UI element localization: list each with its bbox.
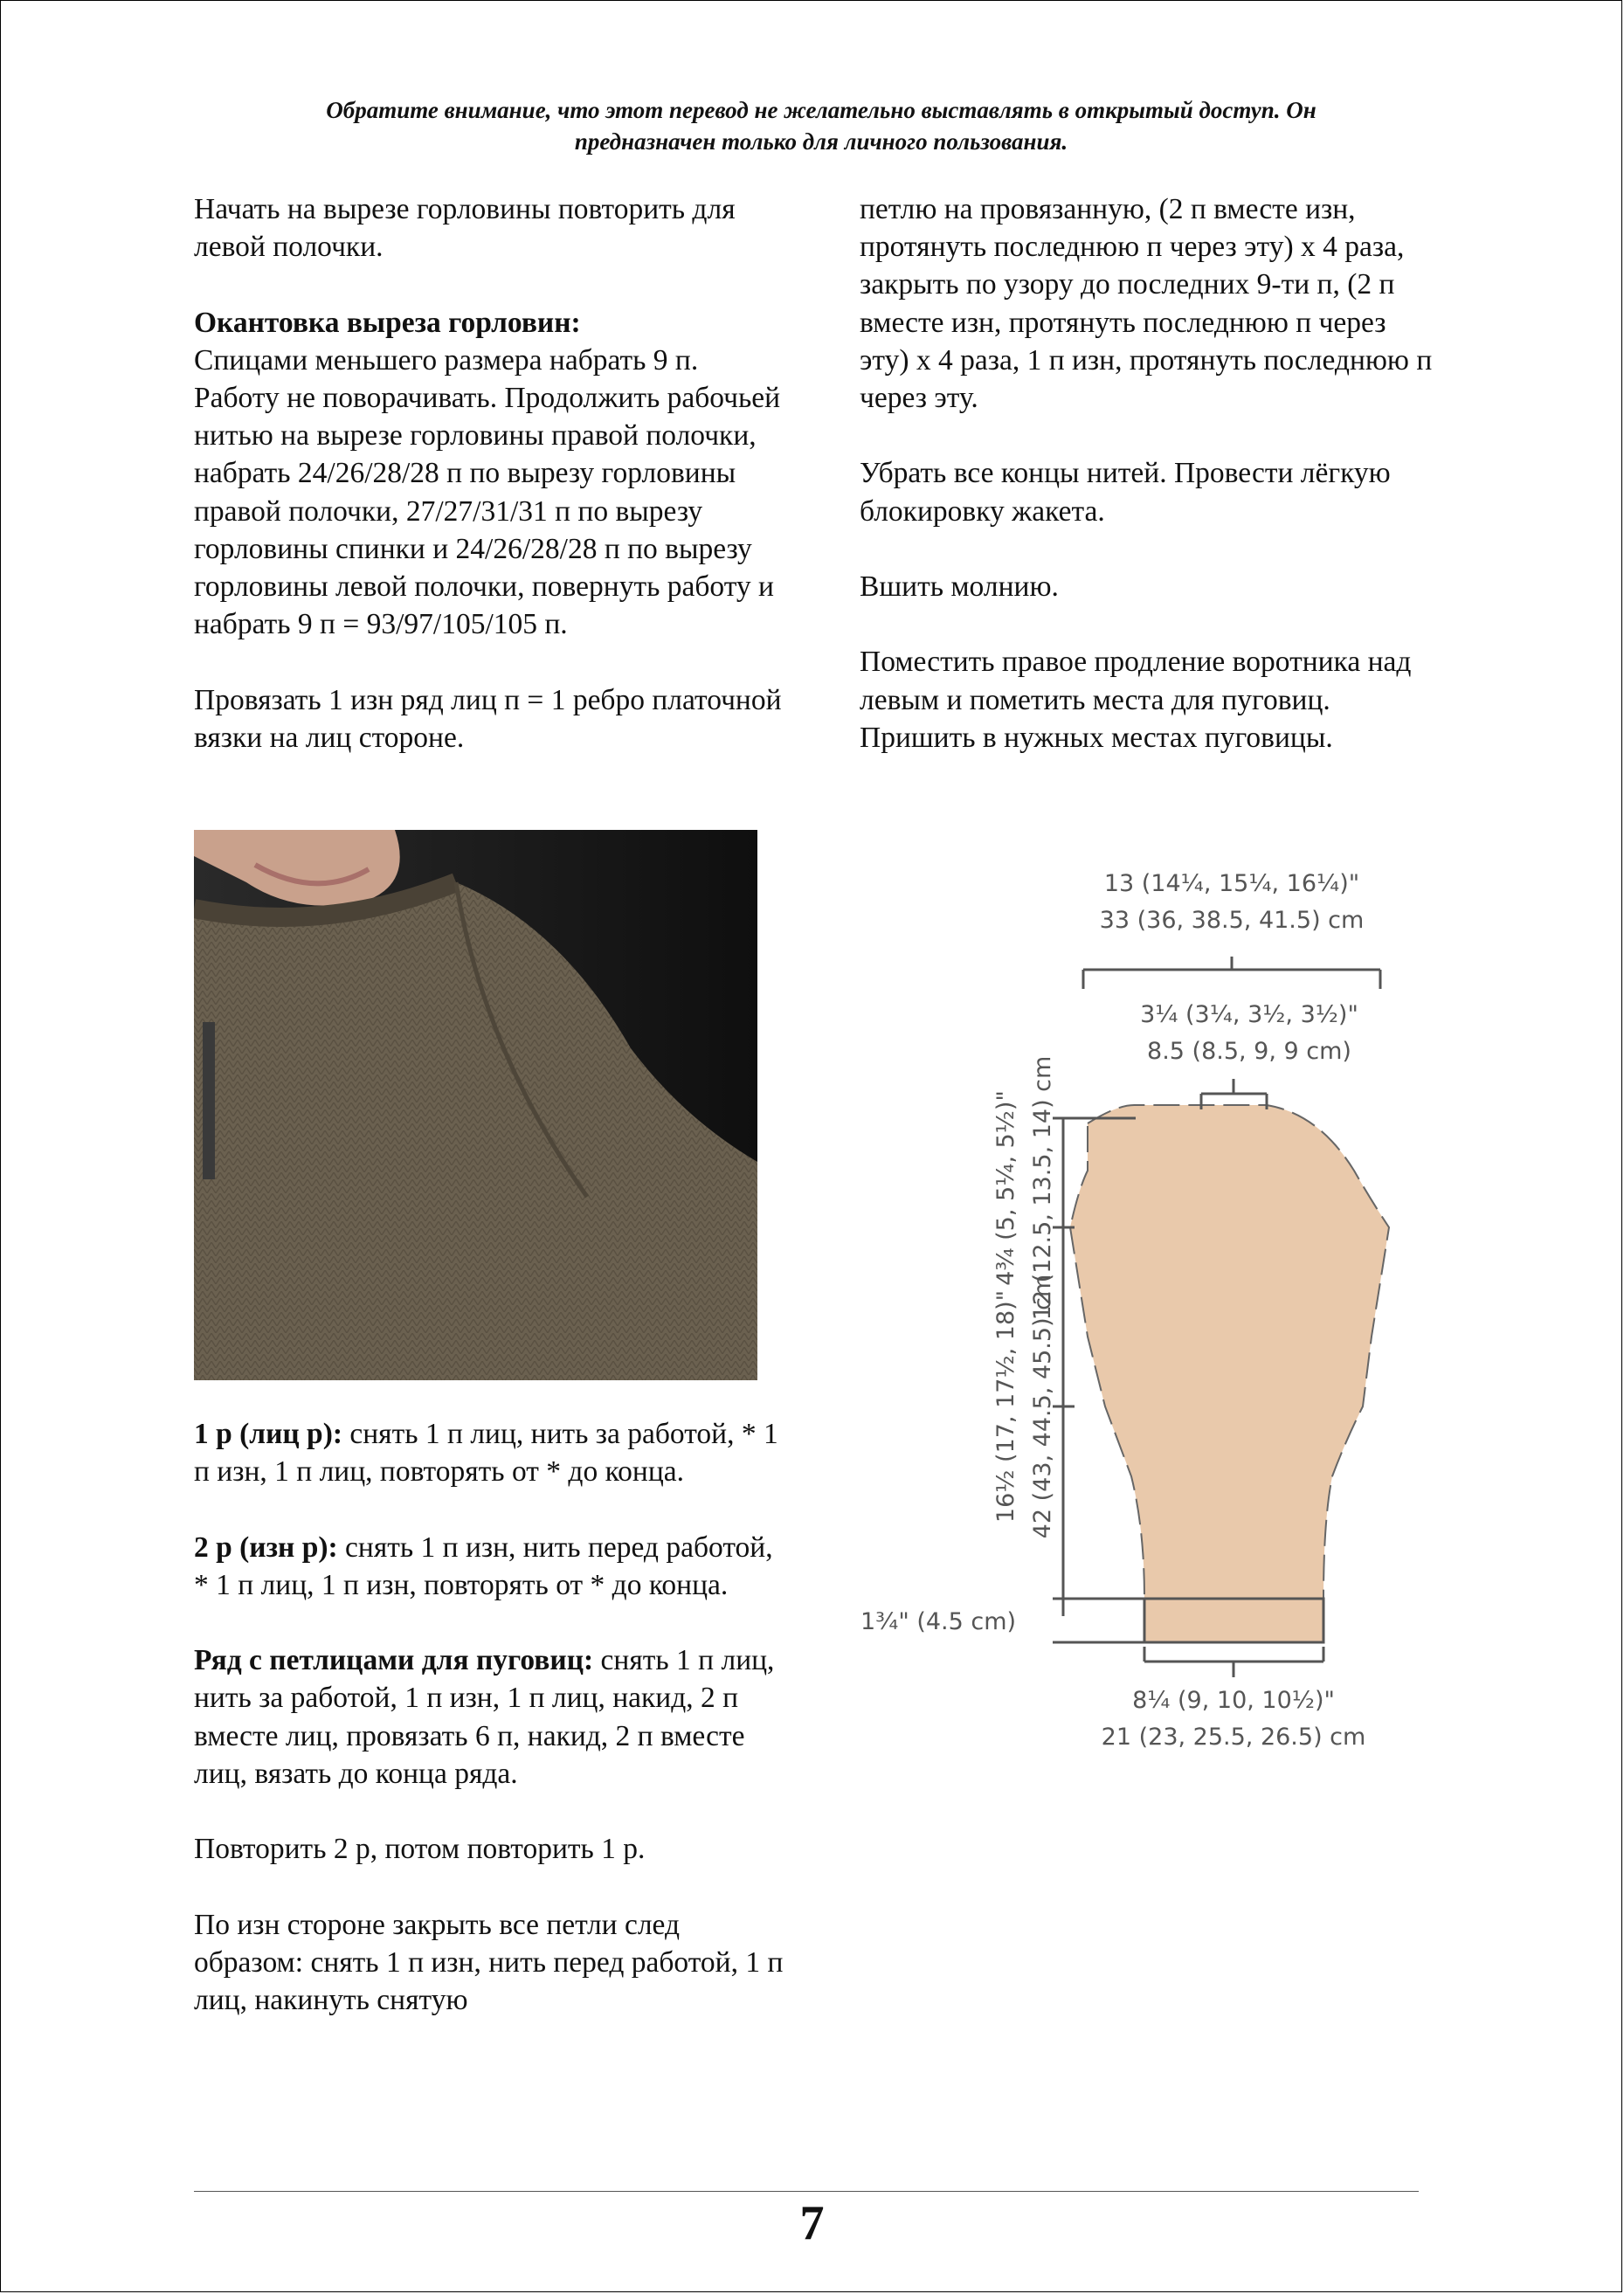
cap-height-cm: 12 (12.5, 13.5, 14) cm	[1029, 1055, 1056, 1321]
row-2-text: снять 1 п изн, нить перед работой, * 1 п лиц, 1 п изн, повторять от * до конца.	[194, 1530, 773, 1601]
page-number: 7	[799, 2196, 825, 2250]
cap-height-inches: 4¾ (5, 5¼, 5½)"	[992, 1090, 1019, 1286]
sweater-photo	[194, 830, 757, 1380]
buttonhole-text: снять 1 п лиц, нить за работой, 1 п изн, 1 п лиц, накид, 2 п вместе лиц, провязать 6 п, накид, 2 п вместе лиц, вязать до конца ряда.	[194, 1644, 775, 1790]
footer-divider	[194, 2191, 1419, 2192]
cuff-band	[1144, 1599, 1323, 1642]
zipper-paragraph: Вшить молнию.	[860, 570, 1059, 603]
buttonhole-row-instruction	[194, 1641, 788, 1793]
sleeve-length-cm: 42 (43, 44.5, 45.5) cm	[1029, 1274, 1056, 1539]
row-1-instruction	[194, 1415, 788, 1490]
top-width-inches: 13 (14¼, 15¼, 16¼)"	[1103, 870, 1360, 897]
left-column	[194, 190, 788, 794]
paragraph-neck-repeat: Начать на вырезе горловины повторить для левой полочки.	[194, 193, 736, 264]
sweater-photo-illustration	[194, 830, 757, 1380]
cap-width-inches: 3¼ (3¼, 3½, 3½)"	[1140, 1001, 1358, 1028]
sleeve-length-inches: 16½ (17, 17½, 18)"	[992, 1289, 1019, 1524]
bindoff-instruction: По изн стороне закрыть все петли след образом: снять 1 п изн, нить перед работой, 1 п лиц, накинуть снятую	[194, 1908, 784, 2016]
neck-edging-text: Спицами меньшего размера набрать 9 п. Работу не поворачивать. Продолжить рабочьей нитью на вырезе горловины правой полочки, набрать 24/26/28/28 п по вырезу горловины правой полочки, 27/27/31/31 п по вырезу горловины спинки и 24/26/28/28 п по вырезу горловины левой полочки, повернуть работу и набрать 9 п = 93/97/105/105 п.	[194, 343, 781, 641]
paragraph-garter-ridge: Провязать 1 изн ряд лиц п = 1 ребро платочной вязки на лиц стороне.	[194, 683, 782, 754]
cuff-width-cm: 21 (23, 25.5, 26.5) cm	[1101, 1724, 1366, 1751]
right-column	[860, 190, 1436, 794]
cap-width-cm: 8.5 (8.5, 9, 9 cm)	[1147, 1038, 1351, 1065]
notice-line-2: предназначен только для личного пользования.	[574, 128, 1068, 155]
row-2-instruction	[194, 1529, 788, 1604]
top-width-cm: 33 (36, 38.5, 41.5) cm	[1099, 907, 1365, 934]
row-1-text: снять 1 п лиц, нить за работой, * 1 п изн, 1 п лиц, повторять от * до конца.	[194, 1418, 778, 1489]
finishing-paragraph: Убрать все концы нитей. Провести лёгкую блокировку жакета.	[860, 457, 1391, 528]
copyright-notice	[157, 94, 1485, 157]
sleeve-schematic	[856, 865, 1415, 1773]
section-heading: Окантовка выреза горловин:	[194, 306, 581, 339]
paragraph-neck-edging	[194, 304, 788, 644]
cuff-width-inches: 8¼ (9, 10, 10½)"	[1132, 1687, 1335, 1714]
cuff-height-label: 1¾" (4.5 cm)	[860, 1608, 1017, 1635]
row-1-label: 1 р (лиц р):	[194, 1418, 343, 1450]
repeat-instruction: Повторить 2 р, потом повторить 1 р.	[194, 1833, 646, 1866]
lower-left-column	[194, 1415, 788, 2056]
row-2-label: 2 р (изн р):	[194, 1530, 338, 1564]
bindoff-continued: петлю на провязанную, (2 п вместе изн, протянуть последнюю п через эту) x 4 раза, закрыть по узору до последних 9-ти п, (2 п вместе изн, протянуть последнюю п через эту) x 4 раза, 1 п изн, протянуть последнюю п через эту.	[860, 193, 1433, 415]
sleeve-shape	[1070, 1105, 1389, 1642]
buttons-paragraph: Поместить правое продление воротника над левым и пометить места для пуговиц. Пришить в нужных местах пуговицы.	[860, 646, 1412, 754]
notice-line-1: Обратите внимание, что этот перевод не желательно выставлять в открытый доступ. Он	[326, 97, 1316, 123]
buttonhole-label: Ряд с петлицами для пуговиц:	[194, 1644, 594, 1677]
